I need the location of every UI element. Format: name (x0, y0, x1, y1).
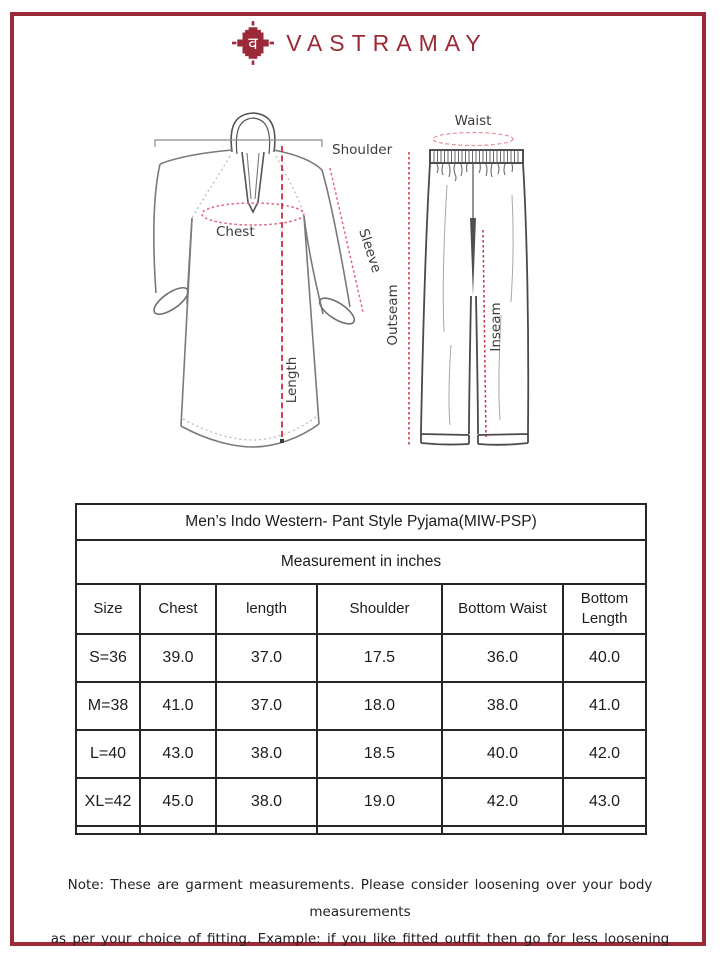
cell-chest: 45.0 (140, 778, 216, 826)
size-chart-table (75, 503, 647, 835)
kurta-measure-marks (155, 140, 363, 443)
col-header-bottom-waist: Bottom Waist (442, 584, 563, 634)
cell-bottom-waist: 42.0 (442, 778, 563, 826)
cell-bottom-waist: 38.0 (442, 682, 563, 730)
cell-chest: 39.0 (140, 634, 216, 682)
cell-shoulder: 19.0 (317, 778, 442, 826)
col-header-chest: Chest (140, 584, 216, 634)
table-title-row (76, 504, 646, 540)
table-row-s (76, 634, 646, 682)
cell-length: 38.0 (216, 778, 317, 826)
length-label: Length (284, 356, 300, 404)
note-line-2: as per your choice of fitting. Example: if you like fitted outfit then go for less loosening (50, 931, 670, 947)
sleeve-label: Sleeve (355, 226, 385, 275)
table-cropped-row (76, 826, 646, 834)
cell-size: M=38 (76, 682, 140, 730)
measurement-note (15, 872, 705, 953)
brand-wordmark: VASTRAMAY (286, 29, 488, 56)
table-subtitle: Measurement in inches (76, 540, 646, 584)
inseam-label: Inseam (488, 302, 504, 352)
cell-size: L=40 (76, 730, 140, 778)
table-row-l (76, 730, 646, 778)
kurta-sketch (150, 113, 358, 447)
col-header-size: Size (76, 584, 140, 634)
cell-bottom-length: 42.0 (563, 730, 646, 778)
cell-shoulder: 18.5 (317, 730, 442, 778)
cell-size: XL=42 (76, 778, 140, 826)
cell-bottom-length: 43.0 (563, 778, 646, 826)
col-header-length: length (216, 584, 317, 634)
cell-bottom-waist: 36.0 (442, 634, 563, 682)
shoulder-label: Shoulder (332, 142, 393, 158)
cell-shoulder: 18.0 (317, 682, 442, 730)
col-header-bottom-length: Bottom Length (563, 584, 646, 634)
cell-bottom-length: 41.0 (563, 682, 646, 730)
outseam-label: Outseam (385, 284, 401, 346)
waist-label: Waist (454, 113, 492, 129)
table-row-xl (76, 778, 646, 826)
table-header-row (76, 584, 646, 634)
vastramay-logo-icon (232, 21, 274, 65)
cell-bottom-waist: 40.0 (442, 730, 563, 778)
brand-header (0, 20, 720, 66)
cell-length: 37.0 (216, 634, 317, 682)
pyjama-sketch (421, 150, 528, 445)
cell-length: 38.0 (216, 730, 317, 778)
cell-chest: 41.0 (140, 682, 216, 730)
table-title: Men’s Indo Western- Pant Style Pyjama(MIW-PSP) (76, 504, 646, 540)
cell-length: 37.0 (216, 682, 317, 730)
table-subtitle-row (76, 540, 646, 584)
cell-chest: 43.0 (140, 730, 216, 778)
cell-shoulder: 17.5 (317, 634, 442, 682)
cell-bottom-length: 40.0 (563, 634, 646, 682)
note-line-1: Note: These are garment measurements. Please consider loosening over your body measurements (67, 877, 653, 920)
table-row-m (76, 682, 646, 730)
garment-measurement-diagram (20, 100, 700, 495)
cell-size: S=36 (76, 634, 140, 682)
logo-devanagari-glyph: व (248, 34, 258, 54)
chest-label: Chest (216, 224, 255, 240)
col-header-shoulder: Shoulder (317, 584, 442, 634)
